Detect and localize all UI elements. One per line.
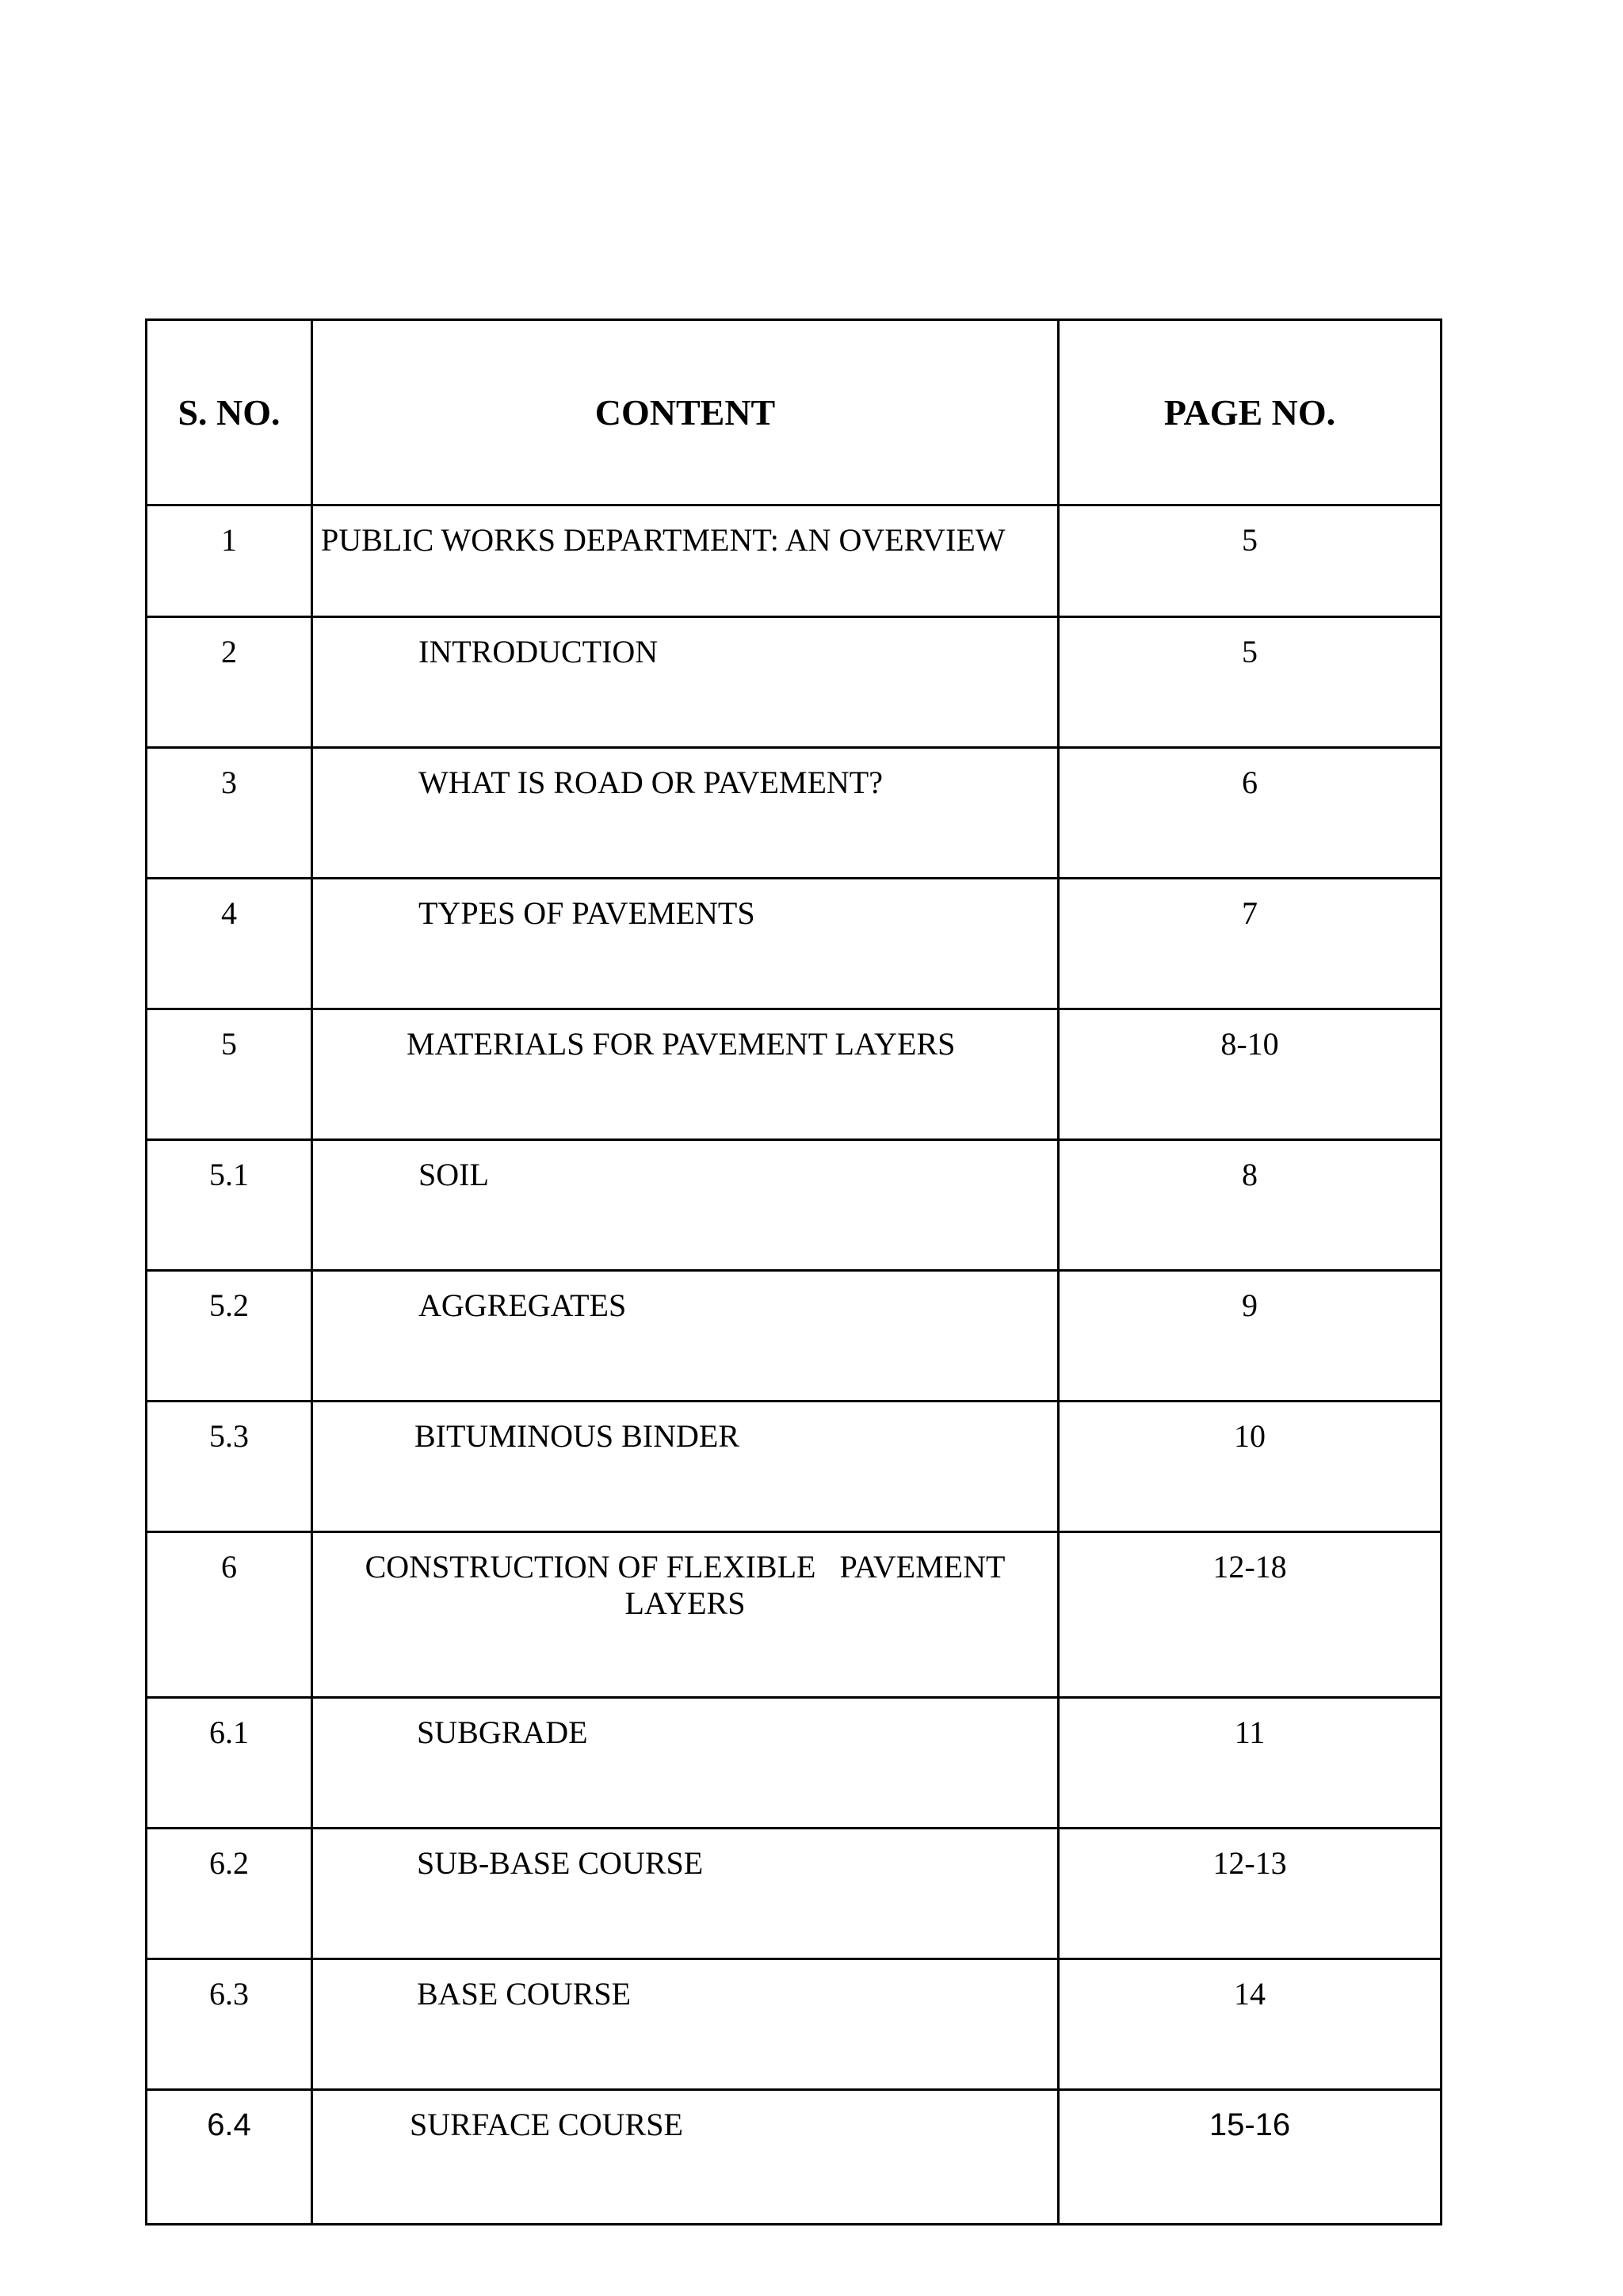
content-cell: [312, 879, 1059, 1009]
page-number-cell: 14: [1059, 1959, 1442, 2090]
serial-number-cell: 4: [147, 879, 312, 1009]
page-number-cell: 12-13: [1059, 1829, 1442, 1959]
page-number-cell: 5: [1059, 617, 1442, 748]
page-number-cell: 15-16: [1059, 2090, 1442, 2225]
table-of-contents: [145, 318, 1442, 2225]
header-page-number: PAGE NO.: [1059, 320, 1442, 505]
content-label: TYPES OF PAVEMENTS: [418, 895, 755, 931]
serial-number-cell: 5.2: [147, 1271, 312, 1402]
page-number-cell: 7: [1059, 879, 1442, 1009]
content-label: MATERIALS FOR PAVEMENT LAYERS: [407, 1026, 956, 1062]
table-row: [147, 505, 1442, 617]
table-row: [147, 1532, 1442, 1698]
table-row: [147, 1829, 1442, 1959]
table-row: [147, 1698, 1442, 1829]
serial-number-cell: 5.1: [147, 1140, 312, 1271]
content-label: BASE COURSE: [417, 1976, 632, 2012]
table-row: [147, 1271, 1442, 1402]
content-label: SURFACE COURSE: [410, 2107, 683, 2142]
serial-number-cell: 6: [147, 1532, 312, 1698]
header-content: CONTENT: [312, 320, 1059, 505]
content-label-line-2: LAYERS: [624, 1585, 746, 1621]
content-cell: [312, 1271, 1059, 1402]
content-label: SOIL: [418, 1157, 489, 1192]
table-row: [147, 1959, 1442, 2090]
content-cell: [312, 1402, 1059, 1532]
content-cell: [312, 505, 1059, 617]
content-label: WHAT IS ROAD OR PAVEMENT?: [418, 765, 883, 800]
serial-number-cell: 6.3: [147, 1959, 312, 2090]
table-row: [147, 617, 1442, 748]
table-row: [147, 1140, 1442, 1271]
serial-number-cell: 5.3: [147, 1402, 312, 1532]
page-number-cell: 5: [1059, 505, 1442, 617]
page-number-cell: 10: [1059, 1402, 1442, 1532]
serial-number-cell: 1: [147, 505, 312, 617]
header-serial-number: S. NO.: [147, 320, 312, 505]
content-label: AGGREGATES: [418, 1287, 627, 1323]
table-row: [147, 748, 1442, 879]
content-cell: [312, 617, 1059, 748]
table-header-row: [147, 320, 1442, 505]
page-number-cell: 11: [1059, 1698, 1442, 1829]
content-label-line-1: CONSTRUCTION OF FLEXIBLE PAVEMENT: [365, 1549, 1006, 1585]
content-label: SUBGRADE: [417, 1714, 588, 1750]
table-row: [147, 1402, 1442, 1532]
table-row: [147, 1009, 1442, 1140]
serial-number-cell: 6.1: [147, 1698, 312, 1829]
content-label: INTRODUCTION: [418, 634, 659, 669]
serial-number-cell: 6.4: [147, 2090, 312, 2225]
content-cell: [312, 1532, 1059, 1698]
content-cell: [312, 1959, 1059, 2090]
table-row: [147, 879, 1442, 1009]
page-number-cell: 8: [1059, 1140, 1442, 1271]
table-row: [147, 2090, 1442, 2225]
page-number-cell: 8-10: [1059, 1009, 1442, 1140]
page-number-cell: 9: [1059, 1271, 1442, 1402]
serial-number-cell: 2: [147, 617, 312, 748]
content-cell: [312, 1698, 1059, 1829]
content-label: SUB-BASE COURSE: [417, 1845, 704, 1881]
serial-number-cell: 5: [147, 1009, 312, 1140]
content-label: BITUMINOUS BINDER: [414, 1418, 739, 1454]
content-cell: [312, 2090, 1059, 2225]
content-cell: [312, 1009, 1059, 1140]
serial-number-cell: 3: [147, 748, 312, 879]
content-label: PUBLIC WORKS DEPARTMENT: AN OVERVIEW: [321, 522, 1006, 558]
page-number-cell: 12-18: [1059, 1532, 1442, 1698]
serial-number-cell: 6.2: [147, 1829, 312, 1959]
content-cell: [312, 748, 1059, 879]
page-number-cell: 6: [1059, 748, 1442, 879]
content-cell: [312, 1829, 1059, 1959]
content-cell: [312, 1140, 1059, 1271]
